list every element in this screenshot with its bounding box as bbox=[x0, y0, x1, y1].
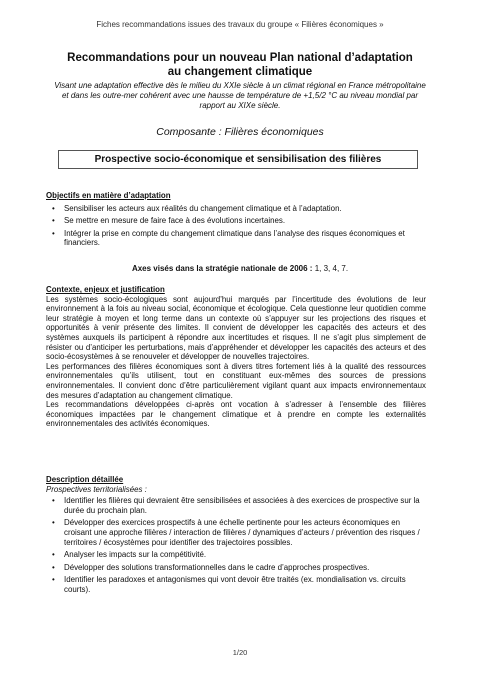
description-item: • Identifier les paradoxes et antagonismes qui vont devoir être traités (ex. mondialisation vs. circuits courts). bbox=[46, 575, 426, 594]
description-heading: Description détaillée bbox=[46, 475, 124, 484]
objective-item: • Intégrer la prise en compte du changement climatique dans l’analyse des risques économiques et financiers. bbox=[46, 229, 426, 248]
description-item: • Développer des solutions transformationnelles dans le cadre d’approches prospectives. bbox=[46, 563, 426, 573]
description-list bbox=[46, 496, 426, 594]
document-subtitle: Visant une adaptation effective dès le milieu du XXIe siècle à un climat régional en France métropolitaine et dans les outre-mer cohérent avec une hausse de température de +1,5/2 °C au niveau mondial par rapport au XIXe siècle. bbox=[54, 81, 426, 110]
objective-item: • Se mettre en mesure de faire face à des évolutions incertaines. bbox=[46, 216, 426, 226]
objectives-list bbox=[46, 204, 426, 248]
context-paragraph: Les systèmes socio-écologiques sont aujourd’hui marqués par l’incertitude des évolutions de leur environnement à la fois au niveau social, économique et écologique. Cela questionne leur quotidien comme leur stratégie à moyen et long terme dans un contexte où s’appuyer sur les projections des risques et opportunités à venir présente des limites. Il convient de développer les capacités des acteurs et des systèmes auxquels ils participent à répondre aux incertitudes et risques. Il ne s’agit plus simplement de résister ou d’anticiper les perturbations, mais d’appréhender et développer les capacités des acteurs et des socio-écosystèmes à se renouveler et développer de nouvelles trajectoires. bbox=[46, 294, 426, 362]
context-heading: Contexte, enjeux et justification bbox=[46, 285, 165, 294]
objectives-heading: Objectifs en matière d’adaptation bbox=[46, 191, 171, 200]
axes-values: 1, 3, 4, 7. bbox=[314, 264, 349, 273]
strategy-axes bbox=[0, 264, 480, 273]
running-header: Fiches recommandations issues des travaux du groupe « Filières économiques » bbox=[96, 20, 384, 29]
description-subheading: Prospectives territorialisées : bbox=[46, 484, 147, 494]
document-title: Recommandations pour un nouveau Plan national d’adaptation au changement climatique bbox=[67, 52, 413, 78]
description-item: • Identifier les filières qui devraient être sensibilisées et associées à des exercices de prospective sur la durée du prochain plan. bbox=[46, 496, 426, 515]
objectives-section bbox=[46, 191, 426, 248]
component-label: Composante : Filières économiques bbox=[156, 126, 324, 138]
section-title: Prospective socio-économique et sensibilisation des filières bbox=[58, 150, 418, 169]
description-item: • Développer des exercices prospectifs à une échelle pertinente pour les acteurs économiques en croisant une approche filières / interaction de filières / dynamiques d’acteurs / prévention des risques / territoires / écosystèmes pour identifier des trajectoires possibles. bbox=[46, 518, 426, 547]
page-number: 1/20 bbox=[232, 648, 248, 657]
context-paragraph: Les recommandations développées ci-après ont vocation à s’adresser à l’ensemble des filières économiques impactées par le changement climatique et à prendre en compte les externalités environnementales des activités économiques. bbox=[46, 400, 426, 429]
context-section bbox=[46, 285, 426, 429]
axes-label: Axes visés dans la stratégie nationale de 2006 : bbox=[131, 264, 313, 273]
context-paragraph: Les performances des filières économiques sont à divers titres fortement liés à la qualité des ressources environnementales qu’ils utilisent, tout en constituant eux-mêmes des sources de pressions environnementales. Il convient donc d’être particulièrement vigilant quant aux impacts environnementaux des mesures d’adaptation au changement climatique. bbox=[46, 361, 426, 400]
objective-item: • Sensibiliser les acteurs aux réalités du changement climatique et à l’adaptation. bbox=[46, 204, 426, 214]
description-section bbox=[46, 475, 426, 595]
description-item: • Analyser les impacts sur la compétitivité. bbox=[46, 550, 426, 560]
